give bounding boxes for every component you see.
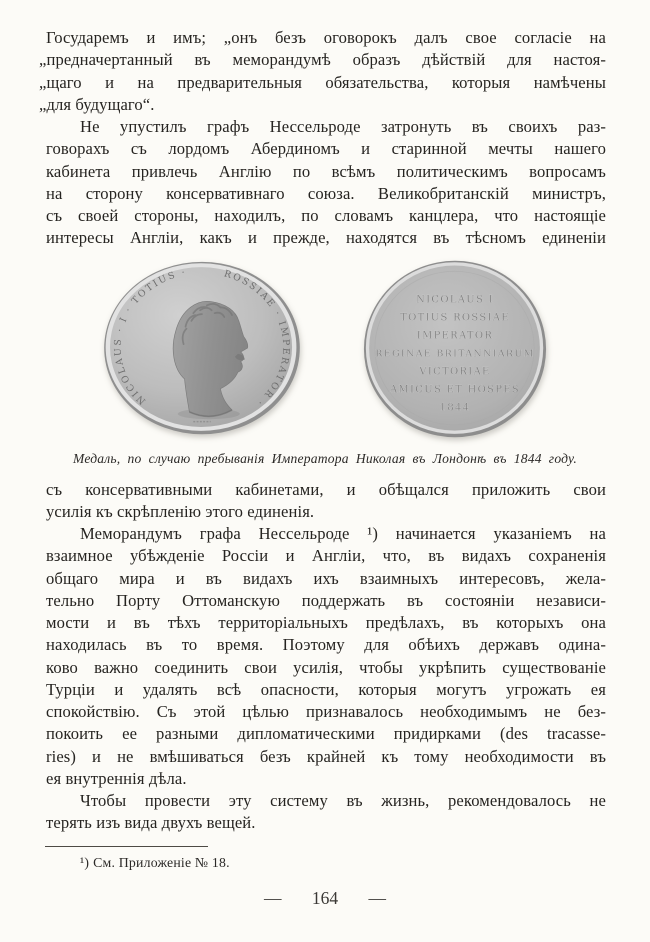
inscription-line: NICOLAUS I — [416, 294, 494, 306]
text-line: говорахъ съ лордомъ Абердиномъ и старинной мечты нашего — [46, 139, 606, 159]
text-line: общаго мира и въ видахъ ихъ взаимныхъ интересовъ, жела- — [46, 568, 606, 588]
text-line: кабинета привлечь Англію по всѣмъ политическимъ вопросамъ — [46, 161, 606, 181]
medals-figure — [0, 257, 650, 467]
text-line: ея внутреннія дѣла. — [46, 768, 187, 788]
footnote-rule — [45, 846, 208, 847]
page-number: — 164 — — [264, 887, 386, 908]
paragraph — [46, 523, 606, 790]
body-text-upper — [0, 0, 650, 250]
text-line: тельно Порту Оттоманскую поддержать въ состояніи независи- — [46, 590, 606, 610]
text-line: взаимное убѣжденіе Россіи и Англіи, что, въ видахъ сохраненія — [46, 546, 606, 566]
text-line: ries) и не вмѣшиваться безъ крайней къ тому необходимости въ — [46, 746, 606, 766]
text-line: терять изъ вида двухъ вещей. — [46, 813, 256, 833]
text-line: мости и въ тѣхъ территоріальныхъ предѣлахъ, въ которыхъ она — [46, 613, 606, 632]
text-line: усилія къ скрѣпленію этого единенія. — [46, 501, 315, 521]
text-line: Государемъ и имъ; „онъ безъ оговорокъ далъ свое согласіе на — [46, 28, 606, 47]
inscription-line: REGINAE BRITANNIARUM — [375, 348, 535, 360]
paragraph — [46, 479, 606, 524]
footnote-marker: ¹) — [80, 854, 90, 870]
inscription-line: 1844 — [439, 402, 471, 414]
medal-legend-left: NICOLAUS · I · TOTIUS · — [112, 266, 188, 406]
text-line: ково важно соединить свои усилія, чтобы укрѣпить существованіе — [46, 657, 606, 677]
inscription-line: AMICUS ET HOSPES — [390, 384, 520, 396]
inscription-line: TOTIUS ROSSIAE — [400, 312, 510, 324]
medals-row — [0, 257, 650, 441]
text-line: „предначертанный въ меморандумѣ образъ дѣйствій для настоя- — [39, 50, 606, 70]
body-text-lower — [0, 467, 650, 835]
text-line: „щаго и на предварительныя обязательства, которыя намѣчены — [39, 72, 606, 92]
text-line: Меморандумъ графа Нессельроде ¹) начинается указаніемъ на — [80, 524, 606, 543]
footnote-text: См. Приложеніе № 18. — [93, 854, 230, 870]
text-line: покоить ее разными дипломатическими придирками (des tracasse- — [46, 724, 606, 744]
medal-obverse-image — [100, 257, 304, 441]
text-line: „для будущаго“. — [39, 94, 155, 114]
footnote — [46, 855, 650, 871]
inscription-line: IMPERATOR — [416, 330, 494, 342]
text-line: Не упустилъ графъ Нессельроде затронуть въ своихъ раз- — [80, 117, 606, 136]
text-line: съ консервативными кабинетами, и обѣщался приложить свои — [46, 479, 606, 499]
medal-reverse-image — [360, 257, 550, 441]
paragraph — [46, 116, 606, 250]
text-line: на сторону консервативнаго союза. Великобританскій министръ, — [46, 183, 606, 203]
text-line: Чтобы провести эту систему въ жизнь, рекомендовалось не — [80, 791, 606, 810]
figure-caption: Медаль, по случаю пребыванія Императора Николая въ Лондонѣ въ 1844 году. — [72, 450, 578, 466]
text-line: Турціи и удалять всѣ опасности, которыя могутъ угрожать ея — [46, 679, 606, 699]
paragraph — [39, 27, 606, 116]
text-line: спокойствію. Съ этой цѣлью признавалось необходимымъ не без- — [46, 702, 606, 721]
text-line: интересы Англіи, какъ и прежде, находятся въ тѣсномъ единеніи — [46, 228, 606, 248]
text-line: съ своей стороны, находилъ, по словамъ канцлера, что настоящіе — [46, 206, 606, 225]
paragraph — [46, 790, 606, 835]
medal-legend-right: ROSSIAE · IMPERATOR · — [222, 267, 292, 409]
inscription-line: VICTORIAE — [419, 366, 491, 378]
text-line: находилась въ то время. Поэтому для обѣихъ державъ одина- — [46, 635, 606, 655]
